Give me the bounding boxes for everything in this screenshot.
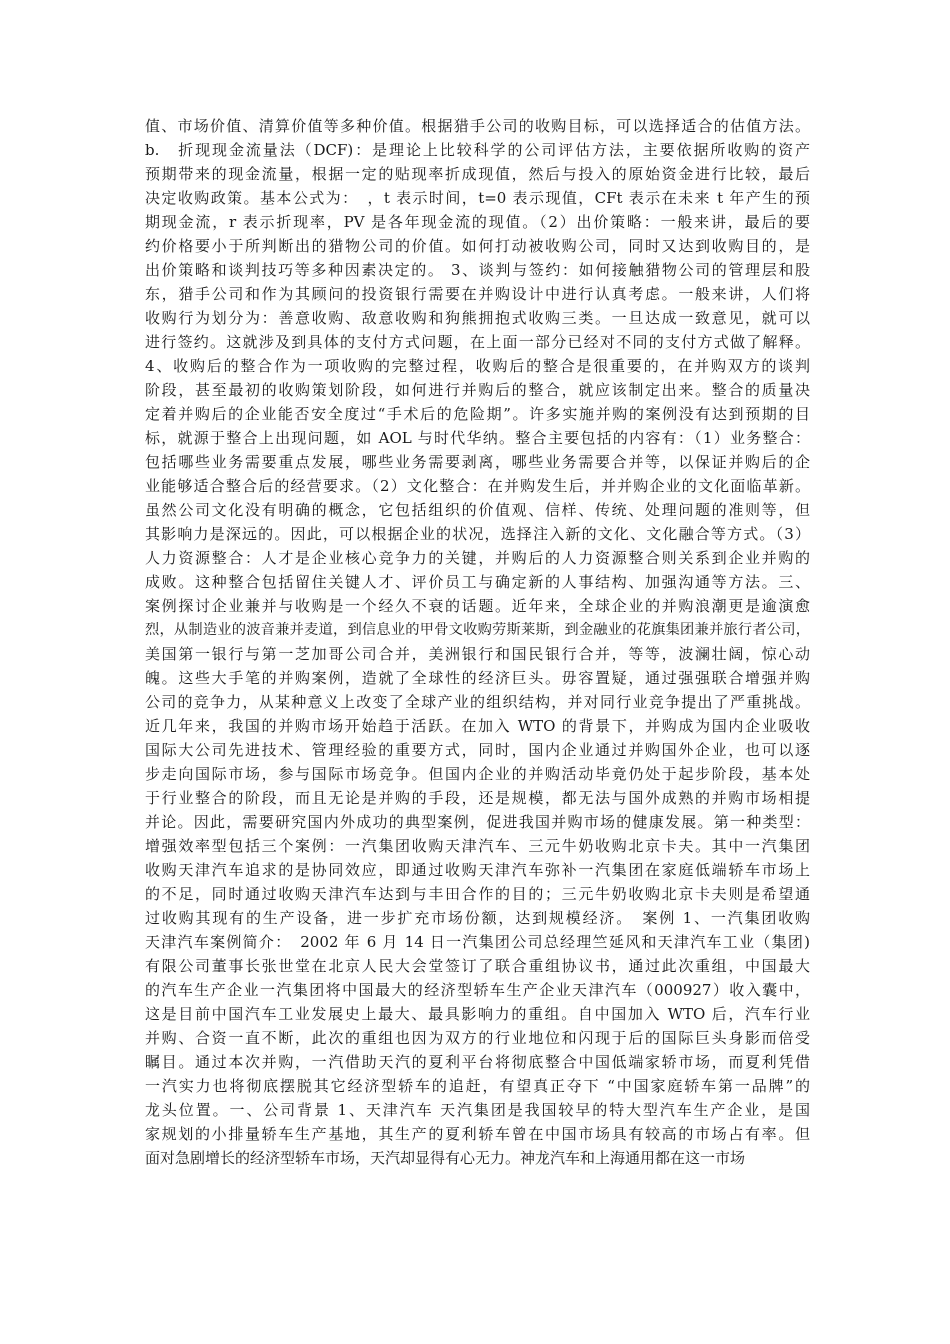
text-line: 案例探讨企业兼并与收购是一个经久不衰的话题。近年来，全球企业的并购浪潮更是逾演愈	[145, 597, 810, 615]
text-line: 美国第一银行与第一芝加哥公司合并，美洲银行和国民银行合并，等等，波澜壮阔，惊心动	[145, 645, 810, 663]
text-line: 人力资源整合：人才是企业核心竞争力的关键，并购后的人力资源整合则关系到企业并购的	[145, 549, 810, 567]
text-line: 预期带来的现金流量，根据一定的贴现率折成现值，然后与投入的原始资金进行比较，最后	[145, 165, 810, 183]
text-line: 包括哪些业务需要重点发展，哪些业务需要剥离，哪些业务需要合并等，以保证并购后的企	[145, 453, 810, 471]
text-line: 业能够适合整合后的经营要求。（2）文化整合：在并购发生后，并并购企业的文化面临革新。	[145, 477, 810, 495]
text-line: 龙头位置。一、公司背景 1、天津汽车 天汽集团是我国较早的特大型汽车生产企业，是国	[145, 1101, 810, 1119]
text-line: 约价格要小于所判断出的猎物公司的价值。如何打动被收购公司，同时又达到收购目的，是	[145, 237, 810, 255]
text-line: 4、收购后的整合作为一项收购的完整过程，收购后的整合是很重要的，在并购双方的谈判	[145, 357, 810, 375]
text-line: 公司的竞争力，从某种意义上改变了全球产业的组织结构，并对同行业竞争提出了严重挑战。	[145, 693, 810, 711]
text-line: 瞩目。通过本次并购，一汽借助天汽的夏利平台将彻底整合中国低端家轿市场，而夏利凭借	[145, 1053, 810, 1071]
text-line: 定着并购后的企业能否安全度过“手术后的危险期”。许多实施并购的案例没有达到预期的目	[145, 405, 810, 423]
text-line: 魄。这些大手笔的并购案例，造就了全球性的经济巨头。毋容置疑，通过强强联合增强并购	[145, 669, 810, 687]
text-line: 步走向国际市场，参与国际市场竞争。但国内企业的并购活动毕竟仍处于起步阶段，基本处	[145, 765, 810, 783]
text-line: 期现金流，r 表示折现率，PV 是各年现金流的现值。（2）出价策略：一般来讲，最后的要	[145, 213, 810, 231]
text-line: 的汽车生产企业一汽集团将中国最大的经济型轿车生产企业天津汽车（000927）收入囊中，	[145, 981, 810, 999]
body-text	[145, 114, 810, 1170]
text-line: 国际大公司先进技术、管理经验的重要方式，同时，国内企业通过并购国外企业，也可以逐	[145, 741, 810, 759]
text-line: 东，猎手公司和作为其顾问的投资银行需要在并购设计中进行认真考虑。一般来讲，人们将	[145, 285, 810, 303]
text-line: 进行签约。这就涉及到具体的支付方式问题，在上面一部分已经对不同的支付方式做了解释。	[145, 333, 810, 351]
text-line: 标，就源于整合上出现问题，如 AOL 与时代华纳。整合主要包括的内容有：（1）业务整合：	[145, 429, 810, 447]
text-line: b. 折现现金流量法（DCF)：是理论上比较科学的公司评估方法，主要依据所收购的资产	[145, 141, 810, 159]
text-line: 收购行为划分为：善意收购、敌意收购和狗熊拥抱式收购三类。一旦达成一致意见，就可以	[145, 309, 810, 327]
text-line: 天津汽车案例简介： 2002 年 6 月 14 日一汽集团公司总经理竺延风和天津汽车工业（集团)	[145, 933, 810, 951]
text-line: 近几年来，我国的并购市场开始趋于活跃。在加入 WTO 的背景下，并购成为国内企业吸收	[145, 717, 810, 735]
text-line: 成败。这种整合包括留住关键人才、评价员工与确定新的人事结构、加强沟通等方法。三、	[145, 573, 810, 591]
text-line: 决定收购政策。基本公式为： ，t 表示时间，t=0 表示现值，CFt 表示在未来 t 年产生的预	[145, 189, 810, 207]
text-line: 增强效率型包括三个案例：一汽集团收购天津汽车、三元牛奶收购北京卡夫。其中一汽集团	[145, 837, 810, 855]
text-line: 家规划的小排量轿车生产基地，其生产的夏利轿车曾在中国市场具有较高的市场占有率。但	[145, 1125, 810, 1143]
text-line: 于行业整合的阶段，而且无论是并购的手段，还是规模，都无法与国外成熟的并购市场相提	[145, 789, 810, 807]
text-line: 面对急剧增长的经济型轿车市场，天汽却显得有心无力。神龙汽车和上海通用都在这一市场	[145, 1149, 746, 1167]
text-line: 虽然公司文化没有明确的概念，它包括组织的价值观、信样、传统、处理问题的准则等，但	[145, 501, 810, 519]
text-line: 一汽实力也将彻底摆脱其它经济型轿车的追赶，有望真正夺下 “中国家庭轿车第一品牌”的	[145, 1077, 810, 1095]
text-line: 出价策略和谈判技巧等多种因素决定的。 3、谈判与签约：如何接触猎物公司的管理层和股	[145, 261, 810, 279]
text-line: 有限公司董事长张世堂在北京人民大会堂签订了联合重组协议书，通过此次重组，中国最大	[145, 957, 810, 975]
text-line: 过收购其现有的生产设备，进一步扩充市场份额，达到规模经济。 案例 1、一汽集团收购	[145, 909, 810, 927]
text-line: 这是目前中国汽车工业发展史上最大、最具影响力的重组。自中国加入 WTO 后，汽车行业	[145, 1005, 810, 1023]
text-line: 并购、合资一直不断，此次的重组也因为双方的行业地位和闪现于后的国际巨头身影而倍受	[145, 1029, 810, 1047]
text-line: 的不足，同时通过收购天津汽车达到与丰田合作的目的；三元牛奶收购北京卡夫则是希望通	[145, 885, 810, 903]
text-line: 其影响力是深远的。因此，可以根据企业的状况，选择注入新的文化、文化融合等方式。（3）	[145, 525, 810, 543]
text-line: 阶段，甚至最初的收购策划阶段，如何进行并购后的整合，就应该制定出来。整合的质量决	[145, 381, 810, 399]
text-line: 收购天津汽车追求的是协同效应，即通过收购天津汽车弥补一汽集团在家庭低端轿车市场上	[145, 861, 810, 879]
text-line: 并论。因此，需要研究国内外成功的典型案例，促进我国并购市场的健康发展。第一种类型：	[145, 813, 810, 831]
text-line: 值、市场价值、清算价值等多种价值。根据猎手公司的收购目标，可以选择适合的估值方法。	[145, 117, 810, 135]
text-line: 烈，从制造业的波音兼并麦道，到信息业的甲骨文收购劳斯莱斯，到金融业的花旗集团兼并旅行者公司，	[145, 622, 810, 638]
